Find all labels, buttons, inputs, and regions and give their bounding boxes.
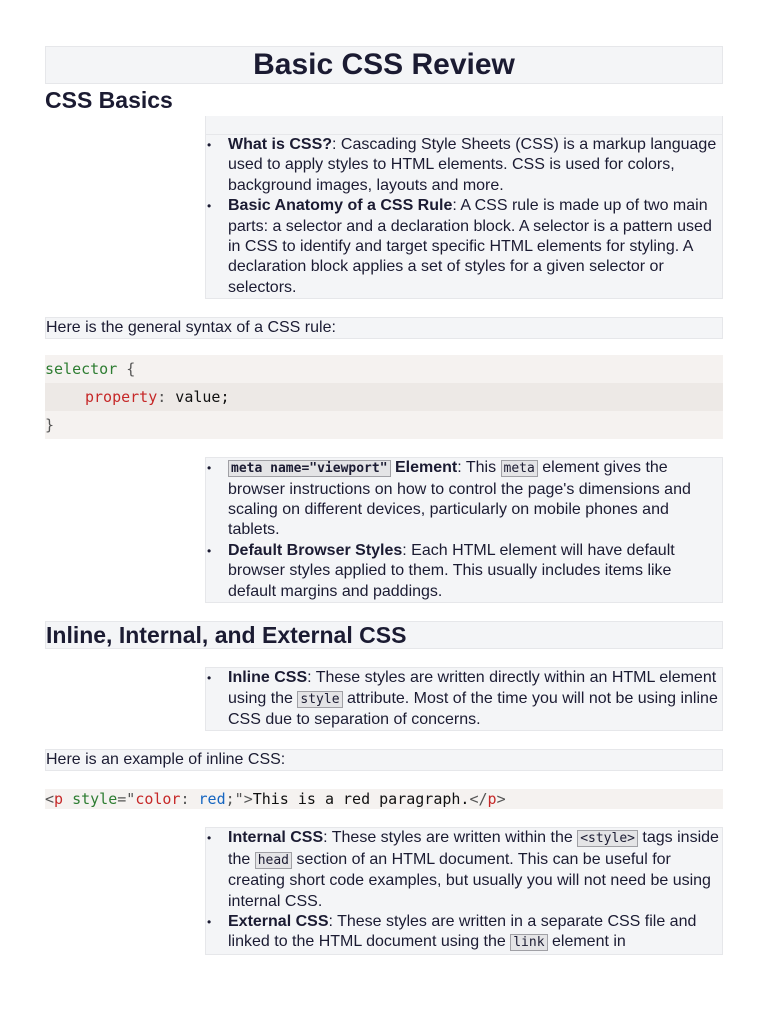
code-punct: : (180, 790, 199, 809)
code-punct: < (45, 790, 55, 809)
list-item (228, 541, 722, 602)
inline-list-2 (205, 827, 723, 954)
code-value: red (198, 790, 226, 809)
code-line (45, 383, 723, 411)
code-punct: ;" (225, 790, 244, 809)
code-line (45, 789, 723, 809)
definition: tags inside the (228, 829, 719, 868)
code-punct: > (496, 790, 506, 809)
inline-code: meta name="viewport" (228, 460, 391, 477)
code-brace: { (117, 360, 136, 379)
term: Default Browser Styles (228, 541, 403, 559)
definition: element in (547, 933, 626, 951)
list-item (228, 668, 722, 730)
basics-list-2 (205, 457, 723, 603)
document-page (45, 46, 723, 955)
code-line (45, 355, 723, 383)
definition: section of an HTML document. This can be useful for creating short code examples, but usually you will not need be using internal CSS. (228, 850, 711, 910)
page-title: Basic CSS Review (253, 48, 515, 81)
term: Basic Anatomy of a CSS Rule (228, 197, 453, 215)
inline-list (205, 667, 723, 731)
basics-list (205, 134, 723, 299)
code-tag: p (54, 790, 64, 809)
term: External CSS (228, 912, 329, 930)
definition: : This (457, 459, 501, 477)
code-line (45, 411, 723, 439)
code-punct: > (243, 790, 253, 809)
code-property: color (135, 790, 181, 809)
code-punct: =" (117, 790, 136, 809)
list-item (228, 912, 722, 954)
inline-code: <style> (577, 830, 638, 847)
code-brace: } (45, 416, 55, 435)
definition: : Cascading Style Sheets (CSS) is a markup language used to apply styles to HTML elements. CSS is used for colors, background images, layouts and more. (228, 136, 717, 194)
inline-code: link (510, 934, 547, 951)
definition: element gives the browser instructions on how to control the page's dimensions and scaling on different devices, particularly on mobile phones and tablets. (228, 459, 691, 539)
definition: : A CSS rule is made up of two main parts: a selector and a declaration block. A selector is a pattern used in CSS to identify and target specific HTML elements for styling. A declaration block applies a set of styles for a given selector or selectors. (228, 197, 712, 296)
code-content: This is a red paragraph. (252, 790, 470, 809)
list-item (228, 458, 722, 541)
inline-code: head (255, 852, 292, 869)
term: What is CSS? (228, 136, 333, 153)
section-heading-inline-internal-external: Inline, Internal, and External CSS (46, 622, 407, 649)
title-block (45, 46, 723, 84)
definition: : These styles are written directly within an HTML element using the (228, 669, 717, 707)
indent-strip (205, 116, 723, 134)
code-tag: p (487, 790, 497, 809)
inline-css-code-block (45, 789, 723, 809)
inline-code: meta (501, 460, 538, 477)
code-property: property (85, 388, 158, 407)
code-punct: </ (469, 790, 488, 809)
code-colon: : (157, 388, 167, 407)
term: Internal CSS (228, 829, 324, 847)
definition: : These styles are written in a separate CSS file and linked to the HTML document using the (228, 912, 697, 951)
code-value: value; (166, 388, 230, 407)
term: Element (390, 459, 458, 477)
section-heading-css-basics: CSS Basics (45, 87, 173, 113)
css-rule-code-block (45, 355, 723, 439)
definition: : Each HTML element will have default browser styles applied to them. This usually includes items like default margins and paddings. (228, 541, 675, 600)
inline-code: style (297, 691, 342, 708)
term: Inline CSS (228, 669, 308, 687)
definition: attribute. Most of the time you will not be using inline CSS due to separation of concerns. (228, 689, 718, 728)
list-item (228, 828, 722, 912)
definition: : These styles are written within the (323, 829, 578, 847)
example-intro: Here is an example of inline CSS: (45, 749, 723, 771)
code-attr: style (63, 790, 118, 809)
list-item (228, 196, 722, 298)
syntax-intro: Here is the general syntax of a CSS rule: (45, 317, 723, 339)
section-heading-block (45, 621, 723, 649)
list-item (228, 135, 722, 196)
section-heading-block (45, 84, 723, 116)
code-selector: selector (45, 360, 118, 379)
